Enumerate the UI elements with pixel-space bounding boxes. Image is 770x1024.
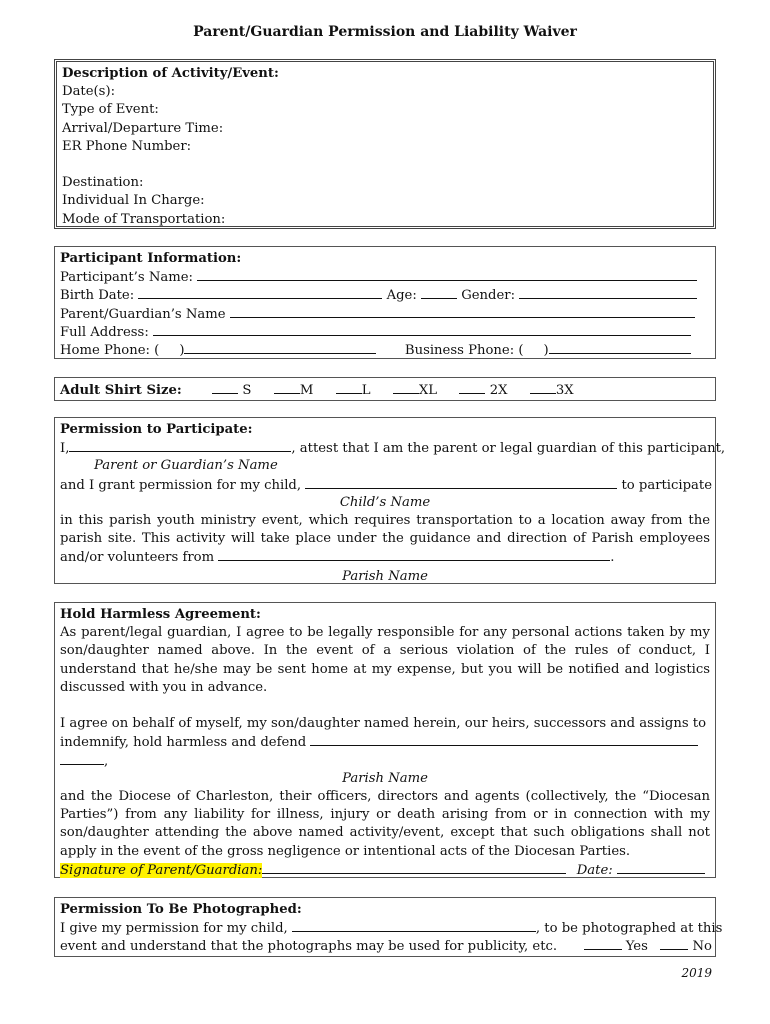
parent-caption: Parent or Guardian’s Name	[94, 458, 278, 474]
size-m-blank[interactable]	[274, 381, 300, 394]
comma: ,	[104, 753, 109, 769]
to-participate-text: to participate	[621, 477, 713, 493]
photo-heading: Permission To Be Photographed:	[60, 902, 302, 917]
size-l-blank[interactable]	[336, 381, 362, 394]
indemnify-text: indemnify, hold harmless and defend	[60, 735, 307, 751]
parent-name-label: Parent/Guardian’s Name	[60, 306, 226, 322]
photo-line2: event and understand that the photographs may be used for publicity, etc.	[60, 939, 558, 955]
hold-harmless-para2: I agree on behalf of myself, my son/daughter named herein, our heirs, successors and assigns to	[60, 716, 707, 732]
participant-name-field[interactable]	[197, 268, 697, 281]
size-2x-blank[interactable]	[459, 381, 485, 394]
permission-heading: Permission to Participate:	[60, 422, 253, 437]
attest-text: , attest that I am the parent or legal guardian of this participant,	[291, 441, 726, 457]
period: .	[610, 550, 615, 566]
size-m: M	[299, 383, 314, 398]
photo-child-field[interactable]	[292, 919, 536, 932]
photo-line1-b: , to be photographed at this	[535, 921, 723, 937]
page-title: Parent/Guardian Permission and Liability Waiver	[193, 24, 577, 40]
activity-section	[54, 59, 716, 229]
date-label: Date:	[576, 862, 613, 878]
home-phone-field[interactable]	[184, 341, 376, 354]
size-s-blank[interactable]	[212, 381, 238, 394]
event-type-label: Type of Event:	[62, 102, 159, 118]
shirt-size-label: Adult Shirt Size:	[60, 383, 182, 398]
parish-name-field[interactable]	[218, 548, 610, 561]
size-l: L	[361, 383, 371, 398]
age-label: Age:	[386, 288, 417, 304]
defend-parish-field[interactable]	[310, 733, 698, 746]
hold-parish-caption: Parish Name	[342, 770, 428, 786]
hold-harmless-para3: and the Diocese of Charleston, their officers, directors and agents (collectively, the “Diocesan Parties”) from any liability for illness, injury or death arising from or in connection with my son/daughter attending the above named activity/event, except that such obligations shall not apply in the event of the gross negligence or intentional acts of the Diocesan Parties.	[60, 788, 710, 859]
birth-date-field[interactable]	[138, 286, 382, 299]
hold-harmless-para1: As parent/legal guardian, I agree to be legally responsible for any personal actions taken by my son/daughter named above. In the event of a serious violation of the rules of conduct, I understand that he/she may be sent home at my expense, but you will be notified and logistics discussed with you in advance.	[60, 625, 710, 695]
date-field[interactable]	[617, 861, 705, 874]
birth-date-label: Birth Date:	[60, 288, 135, 304]
year-footer: 2019	[681, 966, 712, 980]
parent-guardian-field[interactable]	[69, 439, 291, 452]
participant-heading: Participant Information:	[60, 251, 242, 266]
activity-heading: Description of Activity/Event:	[62, 66, 279, 81]
business-phone-field[interactable]	[549, 341, 691, 354]
size-s: S	[242, 383, 252, 398]
home-phone-label: Home Phone: (	[60, 342, 160, 358]
grant-text: and I grant permission for my child,	[60, 477, 302, 493]
photo-line1-a: I give my permission for my child,	[60, 921, 288, 937]
size-3x-blank[interactable]	[530, 381, 556, 394]
size-xl-blank[interactable]	[393, 381, 419, 394]
address-field[interactable]	[153, 323, 691, 336]
shirt-size-section	[54, 377, 716, 401]
photo-yes-blank[interactable]	[584, 937, 622, 950]
er-phone-label: ER Phone Number:	[62, 138, 192, 154]
photo-section	[54, 897, 723, 957]
arrival-label: Arrival/Departure Time:	[62, 120, 224, 136]
participant-section	[54, 246, 716, 359]
defend-parish-field-cont[interactable]	[60, 752, 104, 765]
size-xl: XL	[418, 383, 438, 398]
size-3x: 3X	[555, 383, 574, 398]
hold-harmless-heading: Hold Harmless Agreement:	[60, 607, 261, 622]
address-label: Full Address:	[60, 324, 149, 340]
gender-label: Gender:	[461, 288, 516, 304]
business-phone-label: Business Phone: (	[404, 342, 524, 358]
child-name-field[interactable]	[305, 476, 617, 489]
signature-field[interactable]	[262, 861, 566, 874]
photo-no-label: No	[692, 939, 712, 955]
participant-name-label: Participant’s Name:	[60, 270, 193, 286]
in-charge-label: Individual In Charge:	[62, 193, 205, 209]
i-label: I,	[60, 441, 70, 457]
dates-label: Date(s):	[62, 84, 116, 100]
photo-no-blank[interactable]	[660, 937, 688, 950]
permission-body-text: in this parish youth ministry event, which requires transportation to a location away from the parish site. This activity will take place under the guidance and direction of Parish employees and/or volunteers from	[60, 512, 710, 566]
signature-label: Signature of Parent/Guardian:	[60, 862, 263, 878]
permission-body	[60, 512, 710, 568]
paren-close: )	[179, 342, 185, 358]
photo-yes-label: Yes	[625, 939, 648, 955]
permission-section	[54, 417, 726, 584]
hold-harmless-section	[54, 602, 716, 878]
paren-close: )	[543, 342, 549, 358]
gender-field[interactable]	[519, 286, 697, 299]
transport-label: Mode of Transportation:	[62, 211, 226, 227]
parish-caption: Parish Name	[342, 568, 428, 584]
size-2x: 2X	[489, 383, 508, 398]
child-caption: Child’s Name	[339, 494, 431, 510]
age-field[interactable]	[421, 286, 457, 299]
parent-name-field[interactable]	[230, 305, 695, 318]
destination-label: Destination:	[62, 175, 144, 191]
